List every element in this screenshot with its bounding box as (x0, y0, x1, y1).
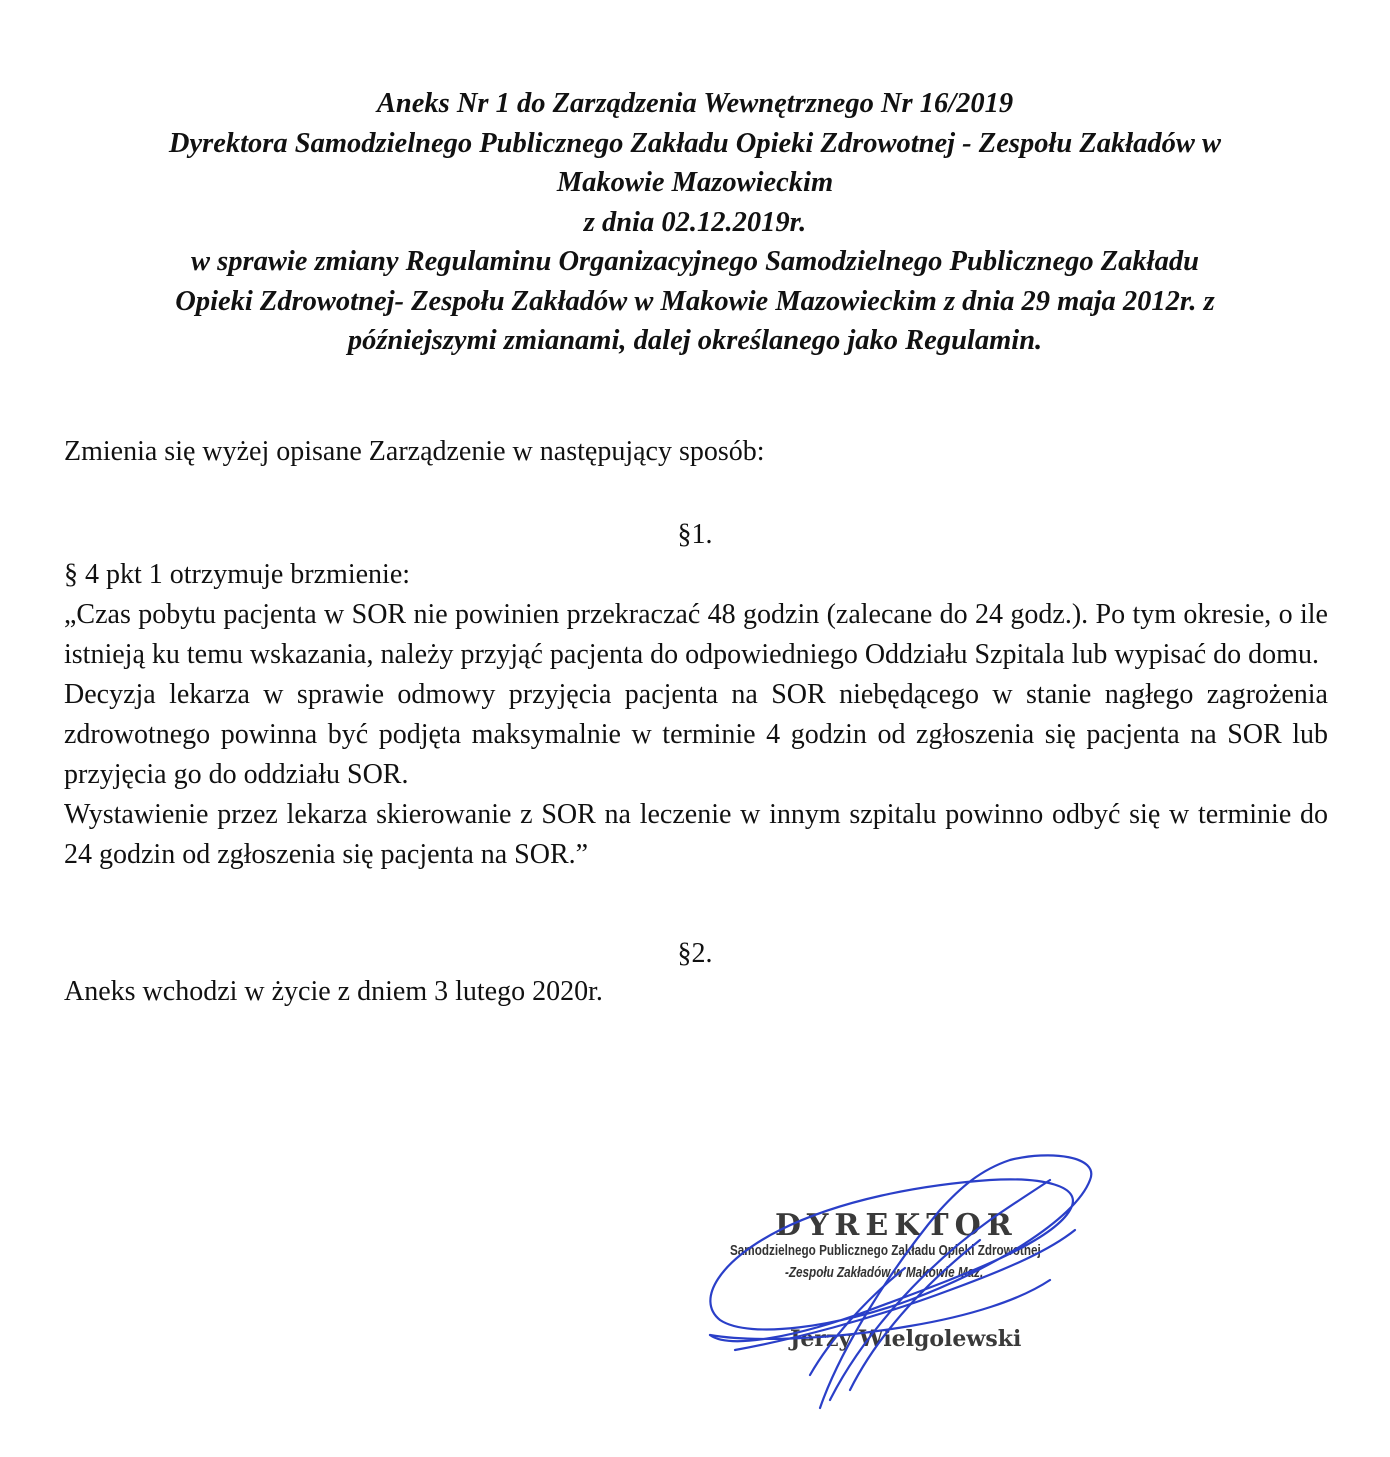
header-line-4: z dnia 02.12.2019r. (583, 206, 807, 238)
document-header (60, 84, 1330, 361)
section-2-text: Aneks wchodzi w życie z dniem 3 lutego 2020r. (64, 976, 603, 1007)
section-2-mark: §2. (677, 938, 713, 969)
stamp-institution-line: Samodzielnego Publicznego Zakładu Opieki Zdrowotnej (730, 1242, 1041, 1259)
section-1-paragraph-1: „Czas pobytu pacjenta w SOR nie powinien przekraczać 48 godzin (zalecane do 24 godz.). Po tym okresie, o ile istnieją ku temu wskazania, należy przyjąć pacjenta do odpowiedniego Oddziału Szpitala lub wypisać do domu. (64, 599, 1328, 670)
section-1-lead: § 4 pkt 1 otrzymuje brzmienie: (64, 559, 411, 590)
stamp-unit-line: -Zespołu Zakładów w Makowie Maz. (785, 1264, 984, 1281)
header-line-5: w sprawie zmiany Regulaminu Organizacyjnego Samodzielnego Publicznego Zakładu (191, 246, 1199, 277)
stamp-title: DYREKTOR (775, 1208, 1018, 1243)
header-line-7: późniejszymi zmianami, dalej określanego jako Regulamin. (347, 325, 1043, 356)
header-line-2: Dyrektora Samodzielnego Publicznego Zakładu Opieki Zdrowotnej - Zespołu Zakładów w (168, 127, 1222, 159)
header-line-1: Aneks Nr 1 do Zarządzenia Wewnętrznego Nr 16/2019 (376, 88, 1014, 119)
header-line-3: Makowie Mazowieckim (556, 167, 834, 198)
section-1-mark: §1. (677, 519, 713, 550)
header-line-6: Opieki Zdrowotnej- Zespołu Zakładów w Makowie Mazowieckim z dnia 29 maja 2012r. z (175, 285, 1215, 317)
intro-text: Zmienia się wyżej opisane Zarządzenie w następujący sposób: (64, 436, 765, 467)
handwritten-signature (690, 1150, 1150, 1420)
section-2-body (64, 972, 1328, 1012)
stamp-signatory-name: Jerzy Wielgolewski (790, 1326, 1022, 1352)
section-1-paragraph-2: Decyzja lekarza w sprawie odmowy przyjęcia pacjenta na SOR niebędącego w stanie nagłego zagrożenia zdrowotnego powinna być podjęta maksymalnie w terminie 4 godzin od zgłoszenia się pacjenta na SOR lub przyjęcia go do oddziału SOR. (64, 679, 1328, 790)
signature-stamp (690, 1150, 1150, 1420)
section-1-body (64, 555, 1328, 875)
section-1-paragraph-3: Wystawienie przez lekarza skierowanie z SOR na leczenie w innym szpitalu powinno odbyć się w terminie do 24 godzin od zgłoszenia się pacjenta na SOR.” (64, 799, 1328, 870)
